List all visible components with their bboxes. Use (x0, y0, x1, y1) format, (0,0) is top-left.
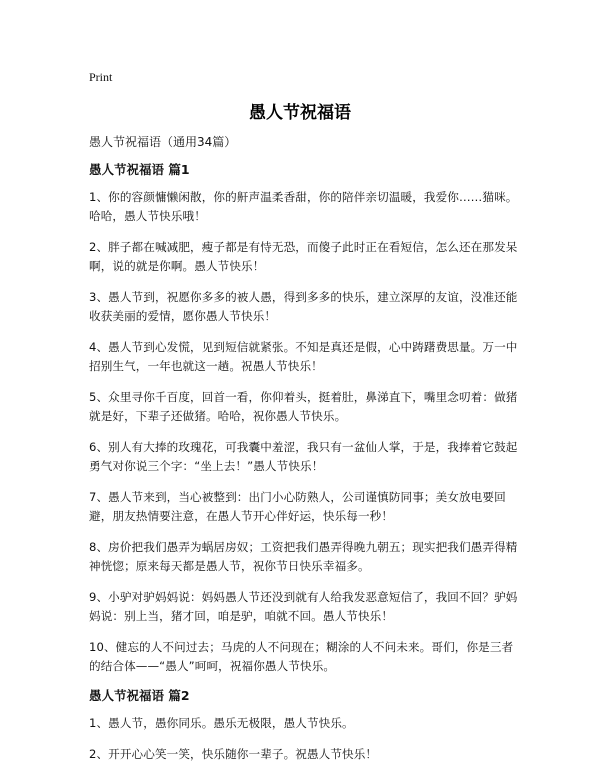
paragraph: 6、别人有大捧的玫瑰花，可我囊中羞涩，我只有一盆仙人掌，于是，我捧着它鼓起勇气对你说三个字：“坐上去！”愚人节快乐！ (89, 440, 518, 473)
article-subtitle: 愚人节祝福语（通用34篇） (89, 135, 237, 149)
print-link[interactable]: Print (89, 70, 113, 84)
paragraph: 1、你的容颜慵懒闲散，你的鼾声温柔香甜，你的陪伴亲切温暖，我爱你……猫咪。哈哈，愚人节快乐哦！ (89, 190, 518, 223)
section-heading: 愚人节祝福语 篇1 (89, 162, 190, 177)
section-heading: 愚人节祝福语 篇2 (89, 688, 190, 703)
paragraph: 4、愚人节到心发慌，见到短信就紧张。不知是真还是假，心中踌躇费思量。万一中招别生气，一年也就这一趟。祝愚人节快乐！ (89, 340, 518, 373)
section-1 (89, 162, 519, 676)
paragraph: 2、开开心心笑一笑，快乐随你一辈子。祝愚人节快乐！ (89, 747, 378, 761)
paragraph: 2、胖子都在喊减肥，瘦子都是有恃无恐，而傻子此时正在看短信，怎么还在那发呆啊，说的就是你啊。愚人节快乐！ (89, 240, 518, 273)
paragraph: 8、房价把我们愚弄为蜗居房奴；工资把我们愚弄得晚九朝五；现实把我们愚弄得精神恍惚；原来每天都是愚人节，祝你节日快乐幸福多。 (89, 540, 518, 573)
paragraph: 1、愚人节，愚你同乐。愚乐无极限，愚人节快乐。 (89, 716, 354, 730)
page-title: 愚人节祝福语 (249, 103, 351, 123)
section-2 (89, 688, 519, 764)
paragraph: 3、愚人节到，祝愿你多多的被人愚，得到多多的快乐，建立深厚的友谊，没准还能收获美丽的爱情，愿你愚人节快乐！ (89, 290, 518, 323)
article-body (89, 134, 519, 776)
paragraph: 10、健忘的人不问过去；马虎的人不问现在；糊涂的人不问未来。哥们，你是三者的结合体——“愚人”呵呵，祝福你愚人节快乐。 (89, 640, 514, 673)
paragraph: 5、众里寻你千百度，回首一看，你仰着头，挺着肚，鼻涕直下，嘴里念叨着：做猪就是好，下辈子还做猪。哈哈，祝你愚人节快乐。 (89, 390, 518, 423)
paragraph: 9、小驴对驴妈妈说：妈妈愚人节还没到就有人给我发恶意短信了，我回不回？驴妈妈说：别上当，猪才回，咱是驴，咱就不回。愚人节快乐！ (89, 590, 518, 623)
paragraph: 7、愚人节来到，当心被整到：出门小心防熟人，公司谨慎防同事；美女放电要回避，朋友热情要注意，在愚人节开心伴好运，快乐每一秒！ (89, 490, 506, 523)
